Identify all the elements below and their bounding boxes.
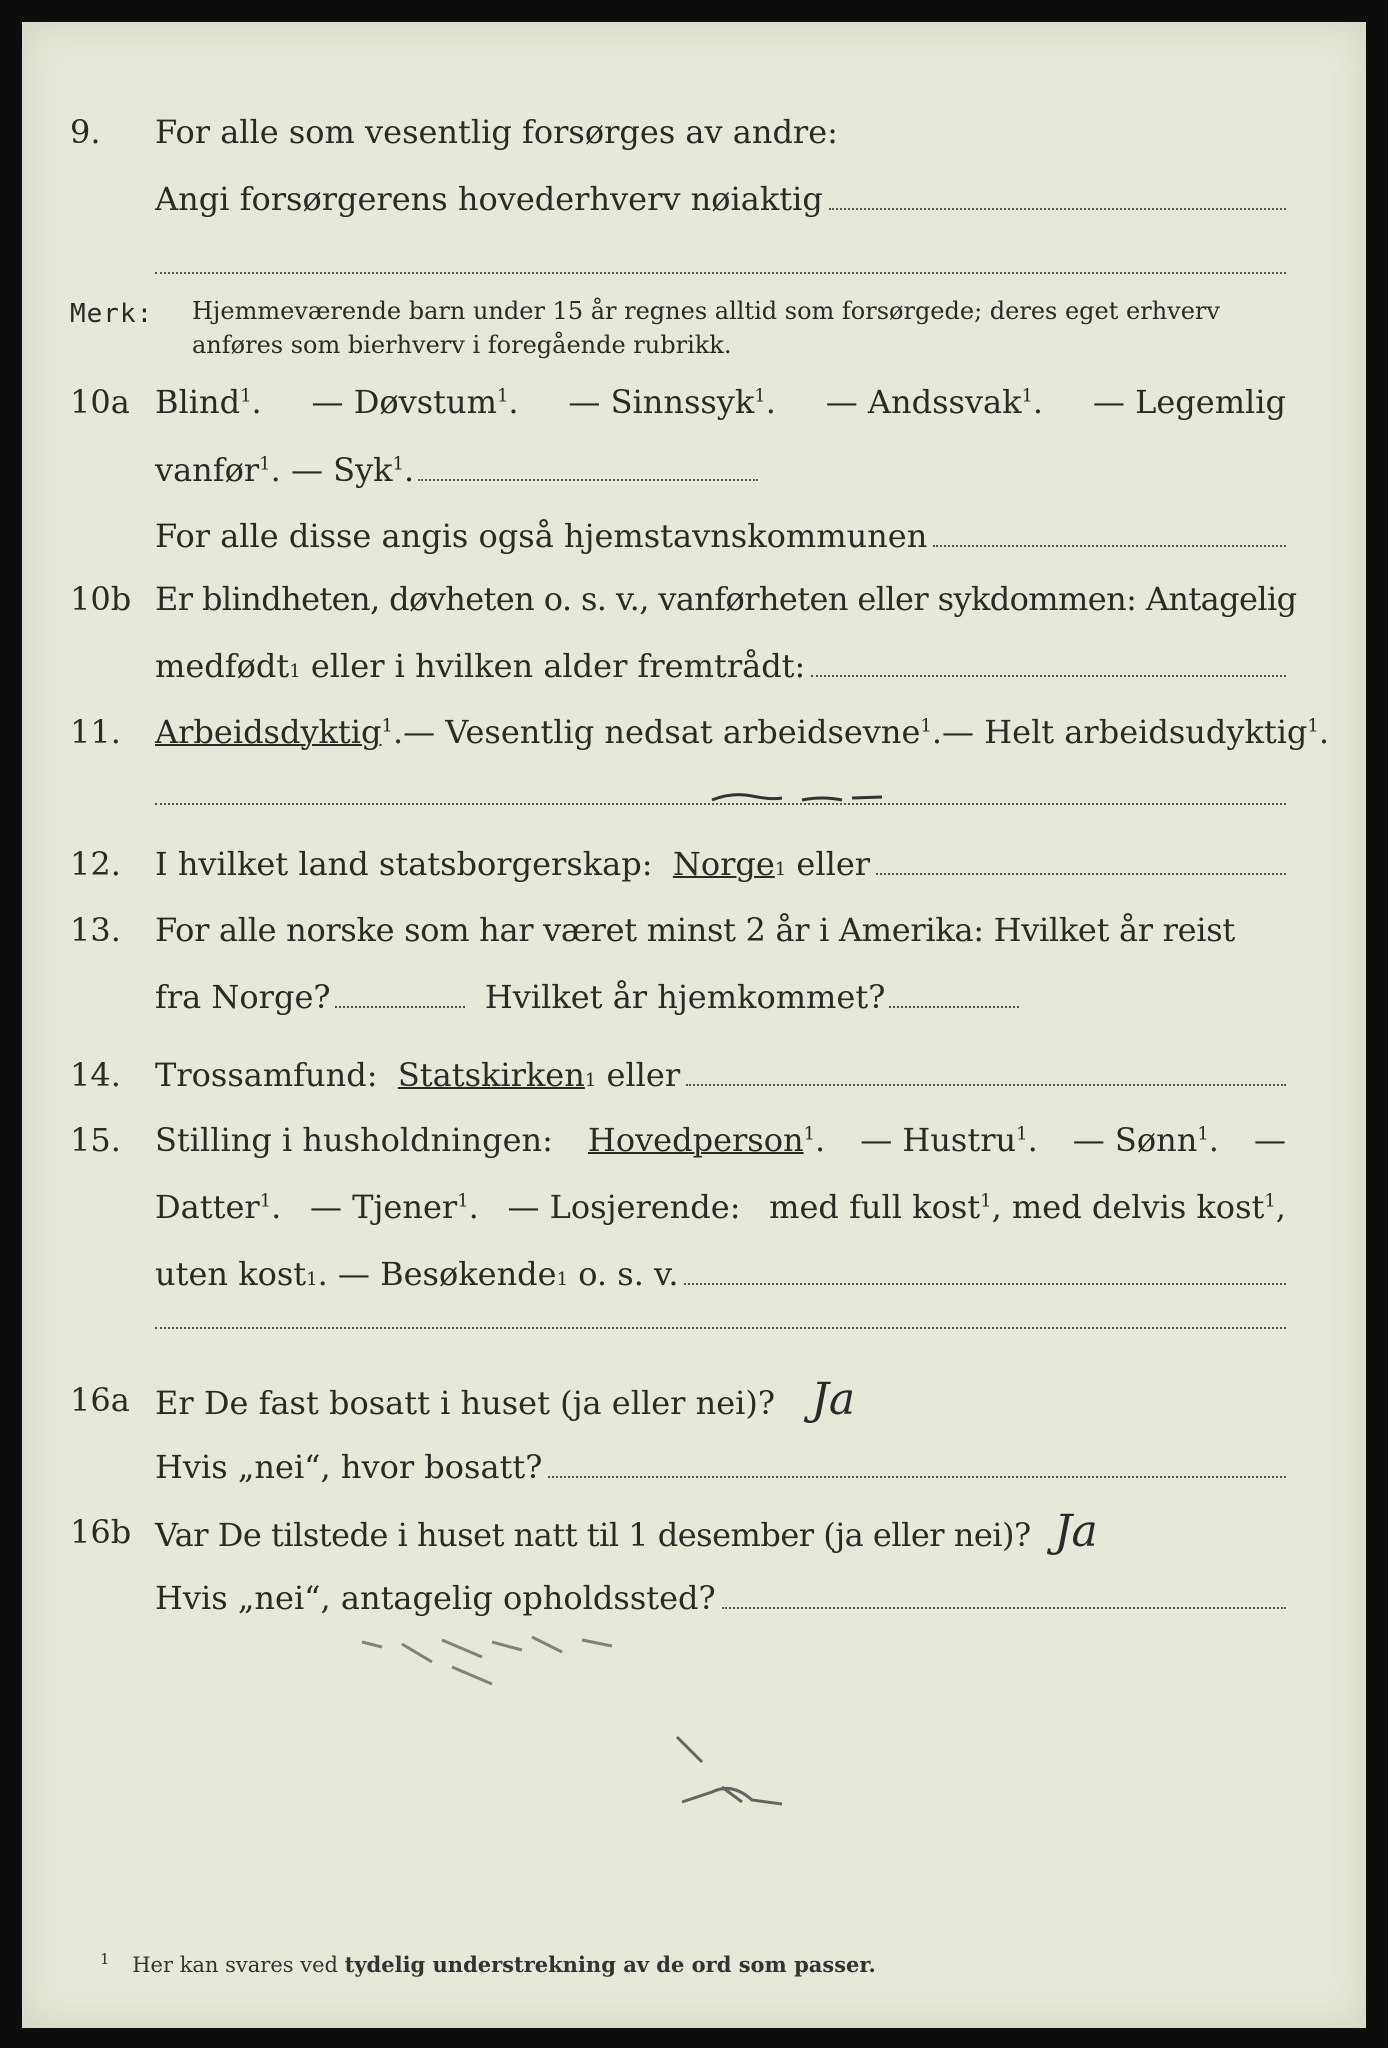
census-form-page: 9. For alle som vesentlig forsørges av andre: Angi forsørgerens hovederhverv nøiaktig Merk: Hjemmeværende barn under 15 år regnes alltid som forsørgede; deres eget erhverv anføres som bierhverv i foregående rubrikk. 10a Blind$^1$. — Døvstum$^1$. — Sinnssyk$^1$. — Andssvak$^1$. — Legemlig vanfør$^1$. — Syk$^1$. For alle disse angis også hjemstavnskommunen 10b Er blindheten, døvheten o. s. v., vanførheten eller sykdommen: Antagelig medfødt 1 eller i hvilken alder fremtrådt: 11. Arbeidsdyktig$^1$. — Vesentlig nedsat arbeidsevne$^1$. — Helt arbeidsudyktig$^1$. 12. I hvilket land statsborgerskap: Norge 1 eller 13. For alle norske som har været minst 2 år i Amerika: Hvilket år reist fra Norge? Hvilket år hjemkommet? 14. Trossamfund: Statskirken 1 eller 15. Stilling i husholdningen: Hovedperson$^1$. — Hustru$^1$. — Sønn$^1$. — Datter$^1$. — Tjener$^1$. — Losjerende: med full kost$^1$, med delvis kost$^1$, uten kost 1 . — Besøkende 1 o. s. v. 16a Er De fast bosatt i huset (ja eller nei)? Ja Hvis „nei“, hvor bosatt? 16b Var De tilstede i huset natt til 1 desember (ja eller nei)? Ja Hvis „nei“, antagelig opholdssted? $^1$ Her kan svares ved tydelig understrekning av de ord som passer. <box>22 22 1366 2028</box>
q16a-number: 16a <box>70 1381 130 1419</box>
q15-number: 15. <box>70 1121 121 1159</box>
option-losjerende[interactable]: — Losjerende: <box>507 1188 741 1226</box>
footnote-text-b: tydelig understrekning av de ord som passer. <box>344 1952 876 1977</box>
q9-text: For alle som vesentlig forsørges av andre: <box>155 113 838 151</box>
q15-osv: o. s. v. <box>578 1255 679 1293</box>
q12-answer-line[interactable] <box>876 847 1286 875</box>
option-norge[interactable]: Norge <box>672 845 775 883</box>
q13-hjemkommet-line[interactable] <box>889 980 1019 1008</box>
q16a-text: Er De fast bosatt i huset (ja eller nei)? <box>155 1384 776 1422</box>
q10a-hjemstavn-line[interactable] <box>933 519 1286 547</box>
option-tjener[interactable]: — Tjener <box>309 1188 458 1226</box>
option-nedsat-arbeidsevne[interactable]: — Vesentlig nedsat arbeidsevne <box>403 713 921 751</box>
q15-dash: — <box>1253 1121 1286 1159</box>
q13-text: For alle norske som har været minst 2 år i Amerika: Hvilket år reist <box>155 911 1235 949</box>
q15-answer-line[interactable] <box>684 1257 1286 1285</box>
q15-text: Stilling i husholdningen: <box>155 1121 553 1159</box>
q14-answer-line[interactable] <box>686 1058 1286 1086</box>
option-arbeidsudyktig[interactable]: — Helt arbeidsudyktig <box>942 713 1308 751</box>
q11-number: 11. <box>70 713 121 751</box>
option-hovedperson[interactable]: Hovedperson <box>587 1121 804 1159</box>
q10a-syk-line[interactable] <box>418 453 758 481</box>
q16b-handwritten-answer[interactable]: Ja <box>1054 1506 1098 1557</box>
q16a-answer-line[interactable] <box>548 1450 1286 1478</box>
q13-reist-line[interactable] <box>335 980 465 1008</box>
option-legemlig[interactable]: — Legemlig <box>1092 383 1286 421</box>
q9-extra-line[interactable] <box>155 272 1286 274</box>
q14-number: 14. <box>70 1056 121 1094</box>
q10b-text: Er blindheten, døvheten o. s. v., vanførheten eller sykdommen: Antagelig <box>155 580 1297 618</box>
q9-answer-line[interactable] <box>829 182 1286 210</box>
q16a-handwritten-answer[interactable]: Ja <box>811 1374 856 1425</box>
q10b-number: 10b <box>70 580 132 618</box>
q16b-text: Var De tilstede i huset natt til 1 desember (ja eller nei)? <box>155 1516 1031 1554</box>
option-blind[interactable]: Blind <box>155 383 241 421</box>
q9-subtext: Angi forsørgerens hovederhverv nøiaktig <box>155 180 823 218</box>
option-datter[interactable]: Datter <box>155 1188 260 1226</box>
q12-number: 12. <box>70 845 121 883</box>
q16b-opholdssted-text: Hvis „nei“, antagelig opholdssted? <box>155 1579 716 1617</box>
option-syk[interactable]: — Syk <box>290 451 393 489</box>
q13-number: 13. <box>70 911 121 949</box>
q16b-answer-line[interactable] <box>722 1581 1286 1609</box>
q10a-hjemstavn-text: For alle disse angis også hjemstavnskommunen <box>155 517 928 555</box>
scribble-mark <box>712 782 952 812</box>
option-statskirken[interactable]: Statskirken <box>397 1056 585 1094</box>
q9-number: 9. <box>70 113 101 151</box>
option-besokende[interactable]: — Besøkende <box>337 1255 557 1293</box>
option-hustru[interactable]: — Hustru <box>860 1121 1017 1159</box>
merk-label: Merk: <box>70 299 154 329</box>
faded-scribble-2 <box>672 1732 822 1822</box>
faded-scribble <box>352 1622 712 1692</box>
option-andssvak[interactable]: — Andssvak <box>825 383 1022 421</box>
q10b-alder-text: eller i hvilken alder fremtrådt: <box>310 647 806 685</box>
option-medfodt[interactable]: medfødt <box>155 647 290 685</box>
option-delvis-kost[interactable]: , med delvis kost <box>991 1188 1265 1226</box>
option-uten-kost[interactable]: uten kost <box>155 1255 307 1293</box>
merk-text: Hjemmeværende barn under 15 år regnes alltid som forsørgede; deres eget erhverv anføres som bierhverv i foregående rubrikk. <box>192 297 1220 359</box>
q13-reist-text: fra Norge? <box>155 978 331 1016</box>
q12-text: I hvilket land statsborgerskap: <box>155 845 653 883</box>
q10b-answer-line[interactable] <box>811 649 1286 677</box>
footnote <box>100 1950 876 1977</box>
option-vanfor[interactable]: vanfør <box>155 451 260 489</box>
footnote-text-a: Her kan svares ved <box>132 1953 338 1977</box>
q13-hjemkommet-text: Hvilket år hjemkommet? <box>484 978 886 1016</box>
option-sonn[interactable]: — Sønn <box>1072 1121 1198 1159</box>
footnote-mark: 1 <box>100 1950 110 1968</box>
q16a-bosatt-text: Hvis „nei“, hvor bosatt? <box>155 1448 543 1486</box>
q14-eller: eller <box>606 1056 681 1094</box>
q14-text: Trossamfund: <box>155 1056 378 1094</box>
option-dovstum[interactable]: — Døvstum <box>311 383 497 421</box>
q16b-number: 16b <box>70 1513 132 1551</box>
option-sinnssyk[interactable]: — Sinnssyk <box>568 383 755 421</box>
q15-extra-line[interactable] <box>155 1327 1286 1329</box>
q12-eller: eller <box>796 845 871 883</box>
q10a-number: 10a <box>70 383 130 421</box>
option-full-kost[interactable]: med full kost <box>769 1188 981 1226</box>
option-arbeidsdyktig[interactable]: Arbeidsdyktig <box>155 713 382 751</box>
